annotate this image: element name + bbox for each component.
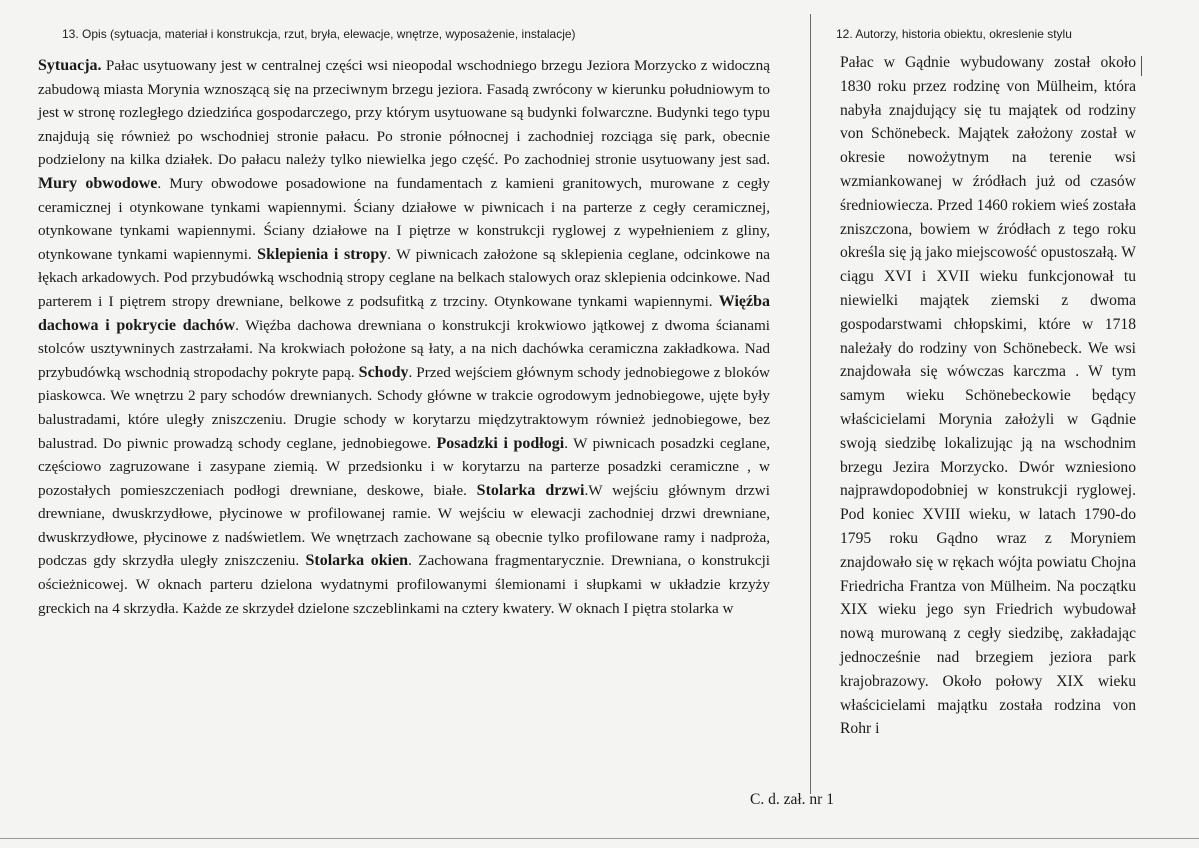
section-title-sklepienia: Sklepienia i stropy: [257, 245, 388, 263]
description-header: 13. Opis (sytuacja, materiał i konstrukcja, rzut, bryła, elewacje, wnętrze, wyposażenie, instalacje): [62, 27, 576, 41]
history-column: [836, 26, 1136, 741]
section-title-posadzki: Posadzki i podłogi: [436, 434, 565, 452]
column-divider: [810, 14, 811, 794]
section-title-mury: Mury obwodowe: [38, 174, 158, 192]
section-title-schody: Schody: [358, 363, 409, 381]
section-text-sytuacja: Pałac usytuowany jest w centralnej części wsi nieopodal wschodniego brzegu Jeziora Morzycko z widoczną zabudową miasta Morynia wznoszącą się na przeciwnym brzegu jeziora. Fasadą zwrócony w kierunku południowym to jest w stronę rozległego dziedzińca gospodarczego, przy którym usytuowane są budynki folwarczne. Budynki tego typu znajdują się również po wschodniej stronie pałacu. Po stronie północnej i zachodniej rozciąga się park, obecnie podzielony na kilka działek. Do pałacu należy tylko niewielka jego część. Po zachodniej stronie usytuowany jest sad.: [38, 57, 770, 169]
section-title-wiezba: Więźba dachowa i pokrycie dachów: [38, 292, 770, 334]
section-text-drzwi: .W wejściu głównym drzwi drewniane, dwuskrzydłowe, płycinowe w profilowanej ramie. W wejściu w elewacji zachodniej drzwi drewniane, dwuskrzydłowe, płycinowe z nadświetlem. We wnętrzach zachowane są obecnie tylko profilowane ramy i nadproża, podczas gdy skrzydła uległy zniszczeniu.: [38, 481, 770, 570]
section-text-wiezba: . Więźba dachowa drewniana o konstrukcji krokwiowo jątkowej z dwoma ścianami stolców usztywninych zastrzałami. Na krokwiach położone są łaty, a na nich dachówka ceramiczna zakładkowa. Nad przybudówką wschodnią stropodachy pokryte papą.: [38, 316, 770, 381]
section-text-schody: . Przed wejściem głównym schody jednobiegowe z bloków piaskowca. We wnętrzu 2 pary schodów drewnianych. Schody główne w trakcie ogrodowym jednobiegowe, ujęte były balustradami, które uległy zniszczeniu. Drugie schody w korytarzu międzytraktowym również jednobiegowe, bez balustrad. Do piwnic prowadzą schody ceglane, jednobiegowe.: [38, 363, 771, 452]
history-paragraph: Pałac w Gądnie wybudowany został około 1830 roku przez rodzinę von Mülheim, która nabyła znajdujący się tu majątek od rodziny von Schönebeck. Majątek założony został w okresie nowożytnym na terenie wsi wzmiankowanej w źródłach już od czasów średniowiecza. Przed 1460 rokiem wieś została zniszczona, bowiem w źródłach z tego roku określa się ją jako miejscowość opustoszałą. W ciągu XVI i XVII wieku funkcjonował tu niewielki majątek ziemski z dwoma gospodarstwami chłopskimi, które w 1718 należały do rodziny von Schönebeck. We wsi znajdowała się wówczas karczma . W tym samym wieku Schönebeckowie będący właścicielami Morynia założyli w Gądnie swoją siedzibę lokalizując ją na wschodnim brzegu Jezira Morzycko. Dwór wzniesiono najprawdopodobniej w konstrukcji ryglowej. Pod koniec XVIII wieku, w latach 1790-do 1795 roku Gądno wraz z Moryniem znajdowało się w rękach wójta powiatu Chojna Friedricha Frantza von Mülheim. Na początku XIX wieku jego syn Friedrich wybudował nową murowaną z cegły siedzibę, zakładając jednocześnie nad brzegiem jeziora park krajobrazowy. Około połowy XIX wieku właścicielami majątku została rodzina von Rohr i: [840, 54, 1136, 738]
section-text-okna: . Zachowana fragmentarycznie. Drewniana, o konstrukcji ościeżnicowej. W oknach parteru dzielona wydatnymi profilowanymi ślemionami i słupkami w układzie krzyży greckich na 4 skrzydła. Każde ze skrzydeł dzielone szczeblinkami na cztery kwatery. W oknach I piętra stolarka w: [38, 552, 771, 617]
description-column: [38, 26, 770, 620]
margin-mark: [1141, 56, 1142, 76]
history-header: 12. Autorzy, historia obiektu, okreslenie stylu: [836, 27, 1072, 41]
section-title-drzwi: Stolarka drzwi: [476, 481, 585, 499]
description-paragraph: [38, 54, 770, 620]
section-title-okna: Stolarka okien: [305, 552, 409, 570]
section-text-mury: . Mury obwodowe posadowione na fundamentach z kamieni granitowych, murowane z cegły ceramicznej i otynkowane tynkami wapiennymi. Ściany działowe w piwnicach i na parterze z cegły ceramicznej, otynkowane tynkami wapiennymi. Ściany działowe na I piętrze w konstrukcji ryglowej z wypełnieniem z gliny, otynkowane tynkami wapiennymi.: [38, 174, 770, 263]
section-text-posadzki: . W piwnicach posadzki ceglane, częściowo zagruzowane i zasypane ziemią. W przedsionku i w korytarzu na parterze posadzki ceramiczne , w pozostałych pomieszczeniach podłogi drewniane, deskowe, białe.: [38, 434, 771, 499]
section-title-sytuacja: Sytuacja.: [38, 57, 102, 74]
section-text-sklepienia: . W piwnicach założone są sklepienia ceglane, odcinkowe na łękach arkadowych. Pod przybudówką wschodnią stropy ceglane na belkach stalowych oraz sklepienia odcinkowe. Nad parterem i I piętrem stropy drewniane, belkowe z podsufitką z trzciny. Otynkowane tynkami wapiennymi.: [38, 245, 771, 310]
continuation-note: C. d. zał. nr 1: [750, 791, 834, 808]
page-bottom-rule: [0, 838, 1199, 839]
